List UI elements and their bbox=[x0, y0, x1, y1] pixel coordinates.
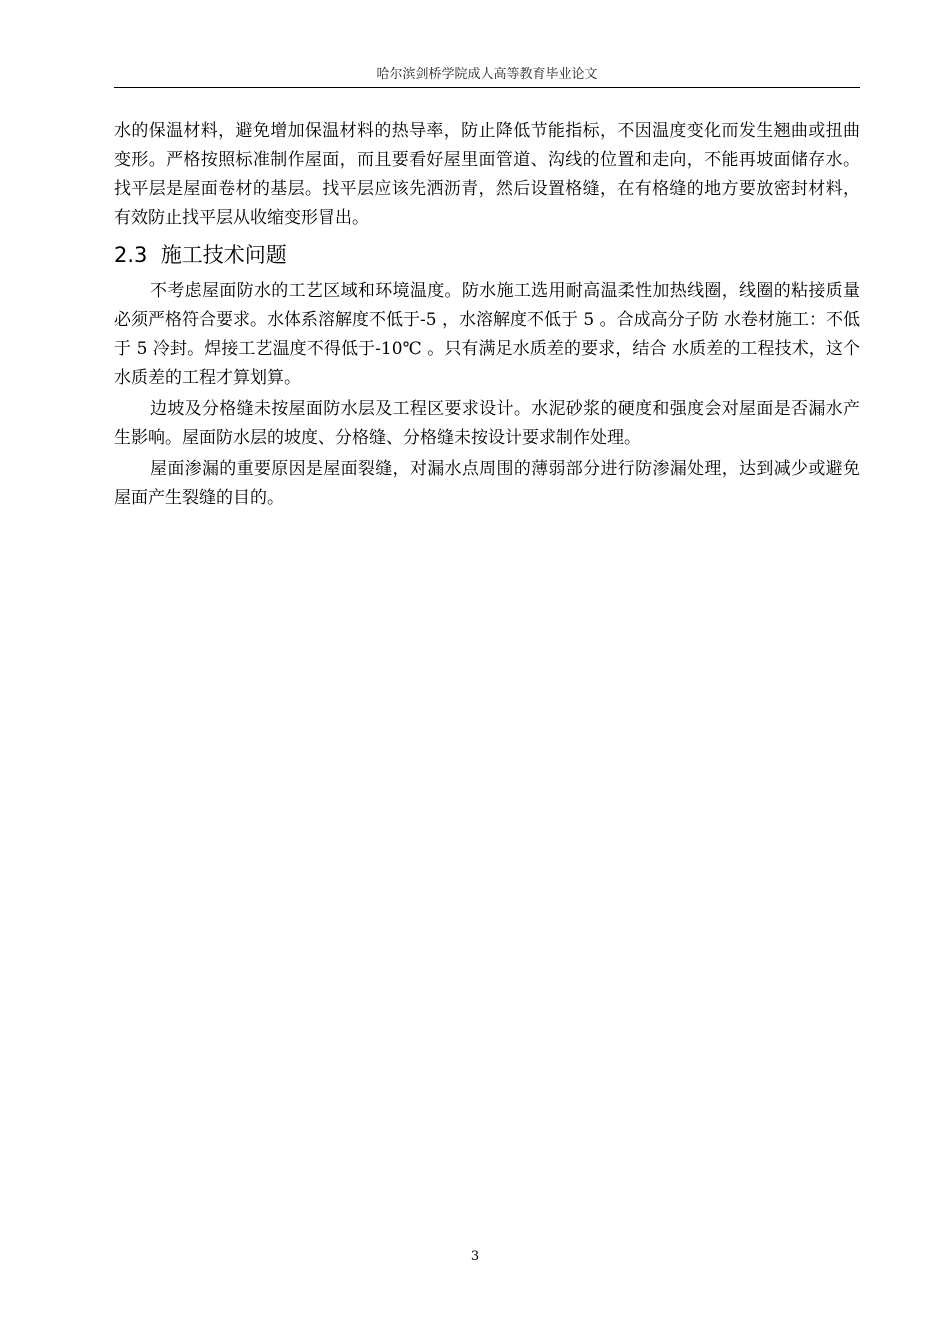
section-number: 2.3 bbox=[114, 243, 148, 267]
body-text bbox=[114, 117, 860, 513]
continued-paragraph: 水的保温材料，避免增加保温材料的热导率，防止降低节能指标，不因温度变化而发生翘曲或扭曲变形。严格按照标准制作屋面，而且要看好屋里面管道、沟线的位置和走向，不能再坡面储存水。找平层是屋面卷材的基层。找平层应该先洒沥青，然后设置格缝，在有格缝的地方要放密封材料，有效防止找平层从收缩变形冒出。 bbox=[114, 121, 860, 228]
paragraph: 屋面渗漏的重要原因是屋面裂缝，对漏水点周围的薄弱部分进行防渗漏处理，达到减少或避免屋面产生裂缝的目的。 bbox=[114, 459, 860, 508]
paragraph: 不考虑屋面防水的工艺区域和环境温度。防水施工选用耐高温柔性加热线圈，线圈的粘接质量必须严格符合要求。水体系溶解度不低于-5 ，水溶解度不低于 5 。合成高分子防 水卷材施工：不低于 5 冷封。焊接工艺温度不得低于-10℃ 。只有满足水质差的要求，结合 水质差的工程技术，这个水质差的工程才算划算。 bbox=[114, 281, 860, 388]
section-heading bbox=[114, 237, 860, 273]
running-header: 哈尔滨剑桥学院成人高等教育毕业论文 bbox=[376, 67, 598, 82]
page-number: 3 bbox=[470, 1249, 480, 1264]
paragraph: 边坡及分格缝未按屋面防水层及工程区要求设计。水泥砂浆的硬度和强度会对屋面是否漏水产生影响。屋面防水层的坡度、分格缝、分格缝未按设计要求制作处理。 bbox=[114, 399, 860, 448]
section-title: 施工技术问题 bbox=[160, 243, 287, 267]
header-divider bbox=[114, 87, 860, 88]
